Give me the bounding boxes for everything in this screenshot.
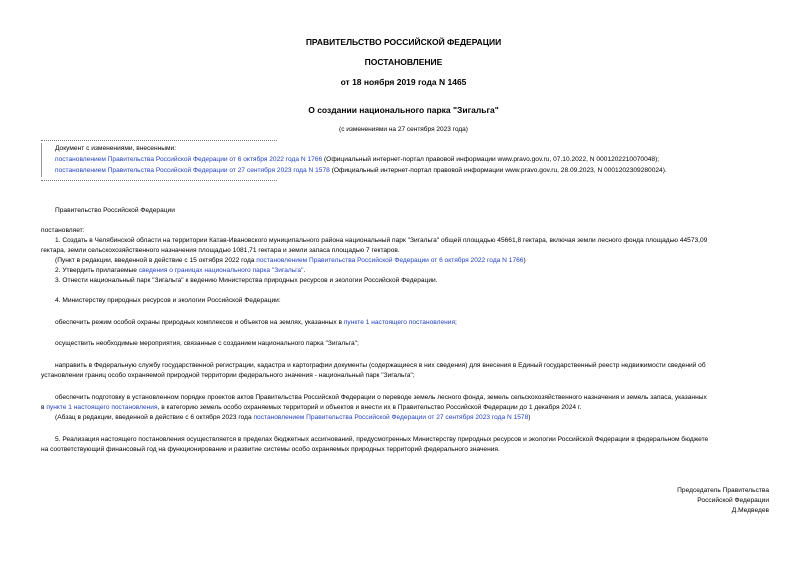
date-number: от 18 ноября 2019 года N 1465 bbox=[340, 77, 467, 87]
paragraph-4b: осуществить необходимые мероприятия, связанные с созданием национального парка "Зигальга"; bbox=[55, 340, 359, 347]
change-link-2[interactable]: постановлением Правительства Российской Федерации от 27 сентября 2023 года N 1578 bbox=[55, 167, 330, 174]
revision-note: (с изменениями на 27 сентября 2023 года) bbox=[339, 126, 468, 133]
p2-text: 2. Утвердить прилагаемые bbox=[55, 267, 139, 274]
paragraph-5-line-1: 5. Реализация настоящего постановления осуществляется в пределах бюджетных ассигнований, предусмотренных Министерству природных ресурсов и экологии Российской Федерации в федеральном бюджете bbox=[55, 436, 709, 443]
change-text-1: (Официальный интернет-портал правовой информации www.pravo.gov.ru, 07.10.2022, N 0001202210070048); bbox=[322, 156, 660, 163]
note-text: (Пункт в редакции, введенной в действие с 15 октября 2022 года bbox=[55, 257, 257, 264]
paragraph-4: 4. Министерству природных ресурсов и экологии Российской Федерации: bbox=[55, 297, 281, 304]
changes-divider-top bbox=[41, 140, 277, 141]
p4d-pre: в bbox=[41, 404, 47, 411]
doc-type-heading: ПОСТАНОВЛЕНИЕ bbox=[364, 57, 443, 67]
signature-name: Д.Медведев bbox=[731, 507, 769, 514]
government-line: Правительство Российской Федерации bbox=[55, 207, 175, 214]
paragraph-5-line-2: на соответствующий финансовый год на функционирование и развитие системы особо охраняемых природных территорий федерального значения. bbox=[41, 446, 500, 453]
change-item-1 bbox=[55, 155, 659, 164]
paragraph-4c-line-1: направить в Федеральную службу государственной регистрации, кадастра и картографии документы (содержащиеся в них сведения) для внесения в Единый государственный реестр недвижимости сведений об bbox=[55, 362, 706, 369]
boundaries-link[interactable]: сведения о границах национального парка "Зигальга" bbox=[138, 267, 304, 274]
p4d-post: , в категорию земель особо охраняемых территорий и объектов и внести их в Правительство Российской Федерации до 1 декабря 2024 г. bbox=[157, 404, 582, 411]
paragraph-1-note bbox=[55, 256, 526, 265]
paragraph-4d-line-1: обеспечить подготовку в установленном порядке проектов актов Правительства Российской Федерации о переводе земель лесного фонда, земель сельскохозяйственного назначения и земель запаса, указанных bbox=[55, 394, 707, 401]
signature-title-2: Российской Федерации bbox=[697, 497, 769, 504]
document-title: О создании национального парка "Зигальга" bbox=[308, 105, 499, 115]
paragraph-4d-note bbox=[55, 413, 530, 422]
p2-end: . bbox=[303, 267, 306, 274]
paragraph-1-line-1: 1. Создать в Челябинской области на территории Катав-Ивановского муниципального района национальный парк "Зигальга" общей площадью 45661,8 гектара, включая земли лесного фонда площадью 44573,09 bbox=[55, 237, 708, 244]
signature-title-1: Председатель Правительства bbox=[677, 487, 769, 494]
p4a-text: обеспечить режим особой охраны природных комплексов и объектов на землях, указанных в bbox=[55, 319, 344, 326]
paragraph-1-line-2: гектара, земли сельскохозяйственного назначения площадью 1081,71 гектара и земли запаса площадью 7 гектаров. bbox=[41, 247, 400, 254]
changes-intro: Документ с изменениями, внесенными: bbox=[55, 145, 177, 152]
paragraph-4c-line-2: установлении границ особо охраняемой природной территории федерального значения - национальный парк "Зигальга"; bbox=[41, 372, 415, 379]
paragraph-4d-line-2 bbox=[41, 403, 581, 412]
point-1-link[interactable]: пункте 1 настоящего постановления bbox=[343, 319, 456, 326]
government-heading: ПРАВИТЕЛЬСТВО РОССИЙСКОЙ ФЕДЕРАЦИИ bbox=[305, 37, 502, 47]
change-item-2 bbox=[55, 166, 667, 175]
changes-side-bar bbox=[41, 143, 42, 177]
paragraph-3: 3. Отнести национальный парк "Зигальга" к ведению Министерства природных ресурсов и экологии Российской Федерации. bbox=[55, 277, 438, 284]
point-1-link-2[interactable]: пункте 1 настоящего постановления bbox=[46, 404, 158, 411]
amendment-link-1578[interactable]: постановлением Правительства Российской Федерации от 27 сентября 2023 года N 1578 bbox=[253, 414, 529, 421]
note-text-2: (Абзац в редакции, введенной в действие с 6 октября 2023 года bbox=[55, 414, 254, 421]
change-text-2: (Официальный интернет-портал правовой информации www.pravo.gov.ru, 28.09.2023, N 0001202309280024). bbox=[329, 167, 667, 174]
paragraph-2 bbox=[55, 266, 305, 275]
note-close: ) bbox=[523, 257, 526, 264]
amendment-link-1766[interactable]: постановлением Правительства Российской Федерации от 6 октября 2022 года N 1766 bbox=[256, 257, 524, 264]
resolves-line: постановляет: bbox=[41, 227, 85, 234]
changes-divider-bottom bbox=[41, 180, 277, 181]
note-close-2: ) bbox=[528, 414, 531, 421]
change-link-1[interactable]: постановлением Правительства Российской Федерации от 6 октября 2022 года N 1766 bbox=[55, 156, 323, 163]
paragraph-4a bbox=[55, 318, 457, 327]
p4a-end: ; bbox=[455, 319, 457, 326]
